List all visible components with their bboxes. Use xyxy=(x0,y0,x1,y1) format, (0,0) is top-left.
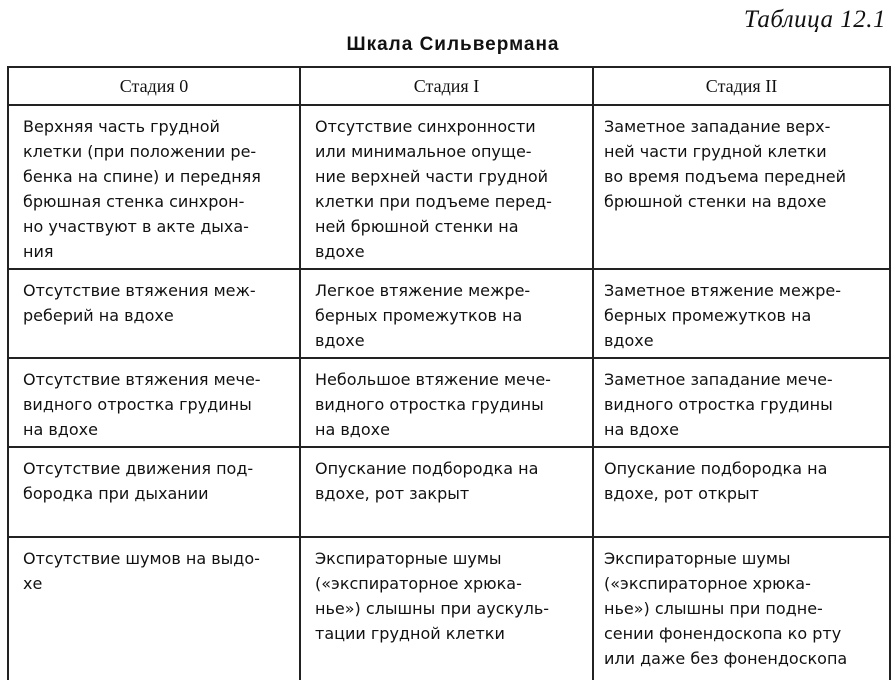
table-row xyxy=(8,358,890,447)
cell-stage-0: Отсутствие движения под- бородка при дыхании xyxy=(8,447,300,537)
cell-stage-0: Отсутствие втяжения мече- видного отростка грудины на вдохе xyxy=(8,358,300,447)
header-stage-1: Стадия I xyxy=(300,67,593,105)
cell-stage-0: Отсутствие втяжения меж- реберий на вдохе xyxy=(8,269,300,358)
table-header-row xyxy=(8,67,890,105)
table-row xyxy=(8,105,890,269)
header-stage-2: Стадия II xyxy=(593,67,890,105)
table-row xyxy=(8,447,890,537)
silverman-scale-table xyxy=(7,66,891,680)
cell-stage-1: Экспираторные шумы («экспираторное хрюка- нье») слышны при аускуль- тации грудной клетки xyxy=(300,537,593,680)
cell-stage-2: Опускание подбородка на вдохе, рот открыт xyxy=(593,447,890,537)
cell-stage-2: Заметное втяжение межре- берных промежутков на вдохе xyxy=(593,269,890,358)
cell-stage-1: Отсутствие синхронности или минимальное опуще- ние верхней части грудной клетки при подъеме перед- ней брюшной стенки на вдохе xyxy=(300,105,593,269)
cell-stage-1: Опускание подбородка на вдохе, рот закрыт xyxy=(300,447,593,537)
cell-stage-1: Небольшое втяжение мече- видного отростка грудины на вдохе xyxy=(300,358,593,447)
table-title: Шкала Сильвермана xyxy=(346,34,560,55)
cell-stage-2: Заметное западание верх- ней части грудной клетки во время подъема передней брюшной стенки на вдохе xyxy=(593,105,890,269)
table-row xyxy=(8,537,890,680)
cell-stage-2: Заметное западание мече- видного отростка грудины на вдохе xyxy=(593,358,890,447)
table-row xyxy=(8,269,890,358)
cell-stage-0: Верхняя часть грудной клетки (при положении ре- бенка на спине) и передняя брюшная стенка синхрон- но участвуют в акте дыха- ния xyxy=(8,105,300,269)
cell-stage-1: Легкое втяжение межре- берных промежутков на вдохе xyxy=(300,269,593,358)
header-stage-0: Стадия 0 xyxy=(8,67,300,105)
table-number: Таблица 12.1 xyxy=(743,6,886,33)
cell-stage-0: Отсутствие шумов на выдо- хе xyxy=(8,537,300,680)
cell-stage-2: Экспираторные шумы («экспираторное хрюка- нье») слышны при подне- сении фонендоскопа ко рту или даже без фонендоскопа xyxy=(593,537,890,680)
